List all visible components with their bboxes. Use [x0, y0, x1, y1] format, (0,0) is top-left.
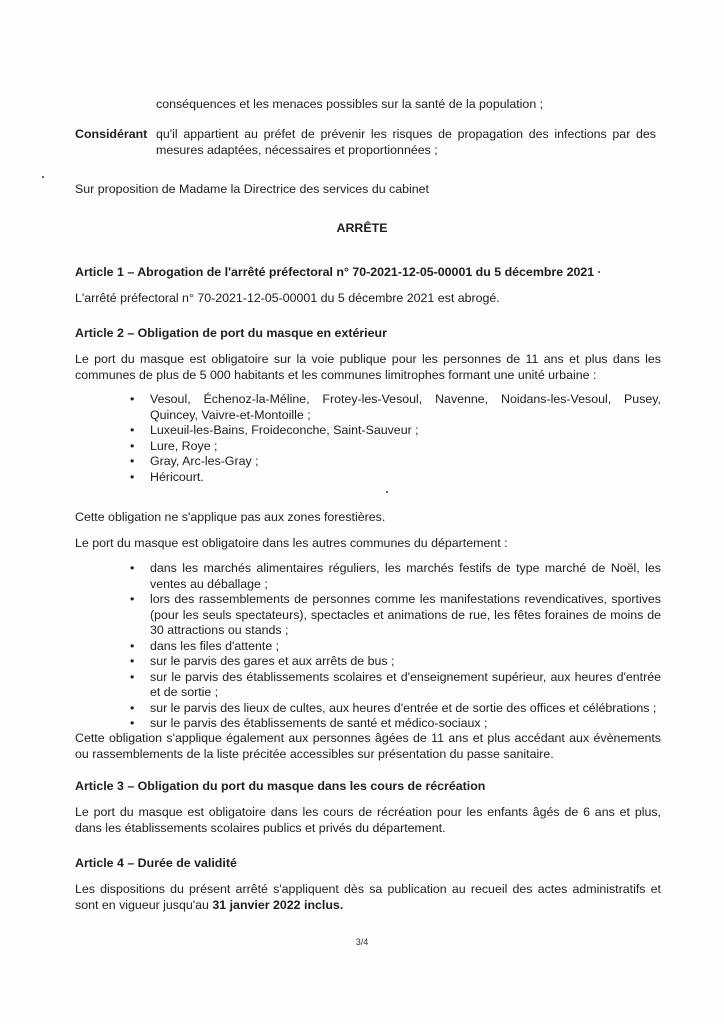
article-4-title: Article 4 – Durée de validité — [75, 856, 237, 870]
article-2-paragraph-2: Cette obligation ne s'applique pas aux zones forestières. — [75, 510, 386, 524]
bullet-icon: • — [130, 561, 135, 575]
bullet-icon: • — [130, 423, 135, 437]
list-item: • lors des rassemblements de personnes comme les manifestations revendicatives, sportives (pour les seuls spectateurs), spectacles et animations de rue, les fêtes foraines de moins de 30 attractions ou stands ; — [130, 592, 661, 637]
proposition-text: Sur proposition de Madame la Directrice des services du cabinet — [75, 182, 429, 196]
bullet-icon: • — [130, 592, 135, 606]
bullet-icon: • — [130, 392, 135, 406]
article-2-paragraph-4: Cette obligation s'applique également aux personnes âgées de 11 ans et plus accédant aux évènements ou rassemblements de la liste précitée accessibles sur présentation du passe sanitaire. — [75, 731, 661, 761]
arrete-heading: ARRÊTE — [336, 221, 388, 235]
list-item: • Héricourt. — [130, 469, 204, 484]
list-item: • Gray, Arc-les-Gray ; — [130, 454, 259, 468]
list-item: • sur le parvis des établissements de santé et médico-sociaux ; — [130, 716, 488, 730]
location-list — [105, 561, 661, 732]
continuation-line: conséquences et les menaces possibles sur la santé de la population ; — [156, 97, 544, 111]
article-3-text: Le port du masque est obligatoire dans les cours de récréation pour les enfants âgés de 6 ans et plus, dans les établissements scolaires publics et privés du département. — [75, 805, 661, 835]
list-item: • dans les files d'attente ; — [130, 638, 280, 653]
bullet-icon: • — [130, 469, 135, 484]
bullet-icon: • — [130, 638, 135, 653]
article-2-title: Article 2 – Obligation de port du masque en extérieur — [75, 326, 387, 340]
list-item: • sur le parvis des lieux de cultes, aux heures d'entrée et de sortie des offices et célébrations ; — [130, 700, 657, 715]
scan-speck — [598, 271, 600, 273]
article-2-paragraph-3: Le port du masque est obligatoire dans les autres communes du département : — [75, 536, 508, 550]
bullet-icon: • — [130, 716, 135, 730]
article-1-text: L'arrêté préfectoral n° 70-2021-12-05-00001 du 5 décembre 2021 est abrogé. — [75, 291, 500, 305]
commune-list — [105, 392, 661, 485]
bullet-icon: • — [130, 700, 135, 715]
list-item: • Lure, Roye ; — [130, 438, 218, 453]
list-item: • Vesoul, Échenoz-la-Méline, Frotey-les-Vesoul, Navenne, Noidans-les-Vesoul, Pusey, Quincey, Vaivre-et-Montoille ; — [130, 392, 661, 422]
bullet-icon: • — [130, 438, 135, 453]
considerant-text: qu'il appartient au préfet de prévenir les risques de propagation des infections par des mesures adaptées, nécessaires et proportionnées ; — [156, 127, 656, 157]
list-item: • Luxeuil-les-Bains, Froideconche, Saint-Sauveur ; — [130, 423, 419, 437]
article-2-paragraph-1: Le port du masque est obligatoire sur la voie publique pour les personnes de 11 ans et plus dans les communes de plus de 5 000 habitants et les communes limitrophes formant une unité urbaine : — [75, 352, 661, 382]
bullet-icon: • — [130, 454, 135, 468]
article-1-title: Article 1 – Abrogation de l'arrêté préfectoral n° 70-2021-12-05-00001 du 5 décembre 2021 — [75, 265, 595, 279]
validity-date: 31 janvier 2022 inclus. — [212, 897, 344, 912]
bullet-icon: • — [130, 669, 135, 684]
bullet-icon: • — [130, 654, 135, 668]
page-number: 3/4 — [355, 937, 369, 947]
considerant-label: Considérant — [75, 127, 148, 141]
article-3-title: Article 3 – Obligation du port du masque dans les cours de récréation — [75, 779, 486, 793]
scan-speck — [42, 176, 44, 178]
list-item: • dans les marchés alimentaires réguliers, les marchés festifs de type marché de Noël, les ventes au déballage ; — [130, 561, 661, 591]
scan-speck — [386, 491, 388, 493]
list-item: • sur le parvis des gares et aux arrêts de bus ; — [130, 654, 395, 668]
article-4-text: Les dispositions du présent arrêté s'appliquent dès sa publication au recueil des actes administratifs et sont en vigueur jusqu'au 31 janvier 2022 inclus. — [75, 882, 661, 912]
list-item: • sur le parvis des établissements scolaires et d'enseignement supérieur, aux heures d'entrée et de sortie ; — [130, 669, 661, 699]
